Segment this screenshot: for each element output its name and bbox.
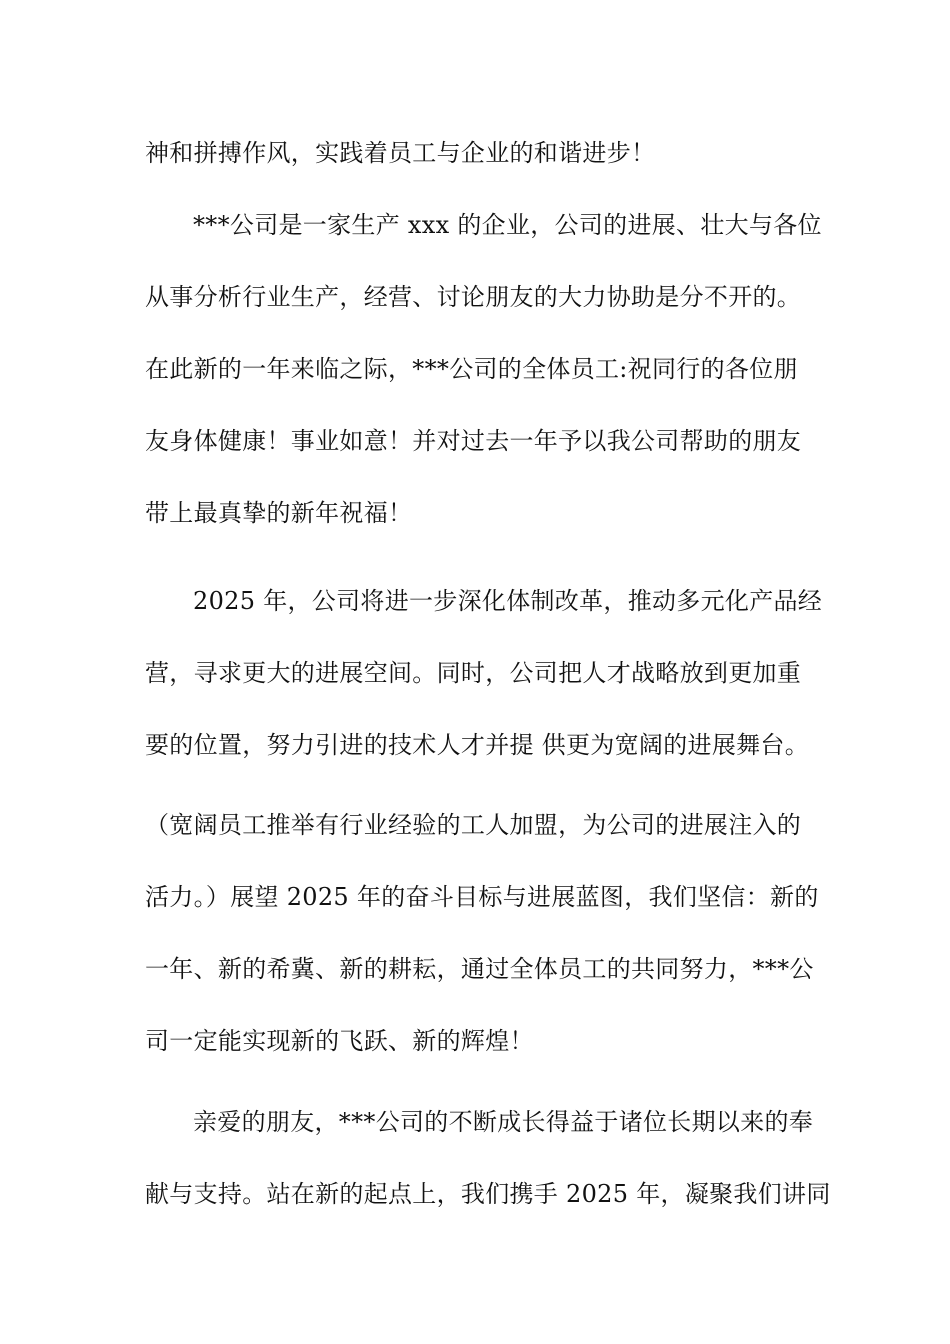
text-line: 一年、新的希冀、新的耕耘，通过全体员工的共同努力，***公 [145, 955, 814, 983]
paragraph-start-line: 2025 年，公司将进一步深化体制改革，推动多元化产品经 [193, 587, 823, 615]
text-line: 从事分析行业生产，经营、讨论朋友的大力协助是分不开的。 [145, 283, 802, 311]
text-line: 活力。）展望 2025 年的奋斗目标与进展蓝图，我们坚信：新的 [145, 883, 819, 911]
text-line: 司一定能实现新的飞跃、新的辉煌！ [145, 1027, 534, 1055]
text-line: 要的位置，努力引进的技术人才并提 供更为宽阔的进展舞台。 [145, 731, 810, 759]
text-line: 神和拼搏作风，实践着员工与企业的和谐进步！ [145, 139, 656, 167]
text-line: （宽阔员工推举有行业经验的工人加盟，为公司的进展注入的 [145, 811, 802, 839]
text-line: 友身体健康！事业如意！并对过去一年予以我公司帮助的朋友 [145, 427, 802, 455]
text-line: 在此新的一年来临之际，***公司的全体员工:祝同行的各位朋 [145, 355, 798, 383]
text-line: 带上最真挚的新年祝福！ [145, 499, 413, 527]
paragraph-start-line: 亲爱的朋友，***公司的不断成长得益于诸位长期以来的奉 [193, 1108, 814, 1136]
text-line: 献与支持。站在新的起点上，我们携手 2025 年，凝聚我们讲同 [145, 1180, 831, 1208]
text-line: 营，寻求更大的进展空间。同时，公司把人才战略放到更加重 [145, 659, 802, 687]
paragraph-start-line: ***公司是一家生产 xxx 的企业，公司的进展、壮大与各位 [193, 211, 822, 239]
